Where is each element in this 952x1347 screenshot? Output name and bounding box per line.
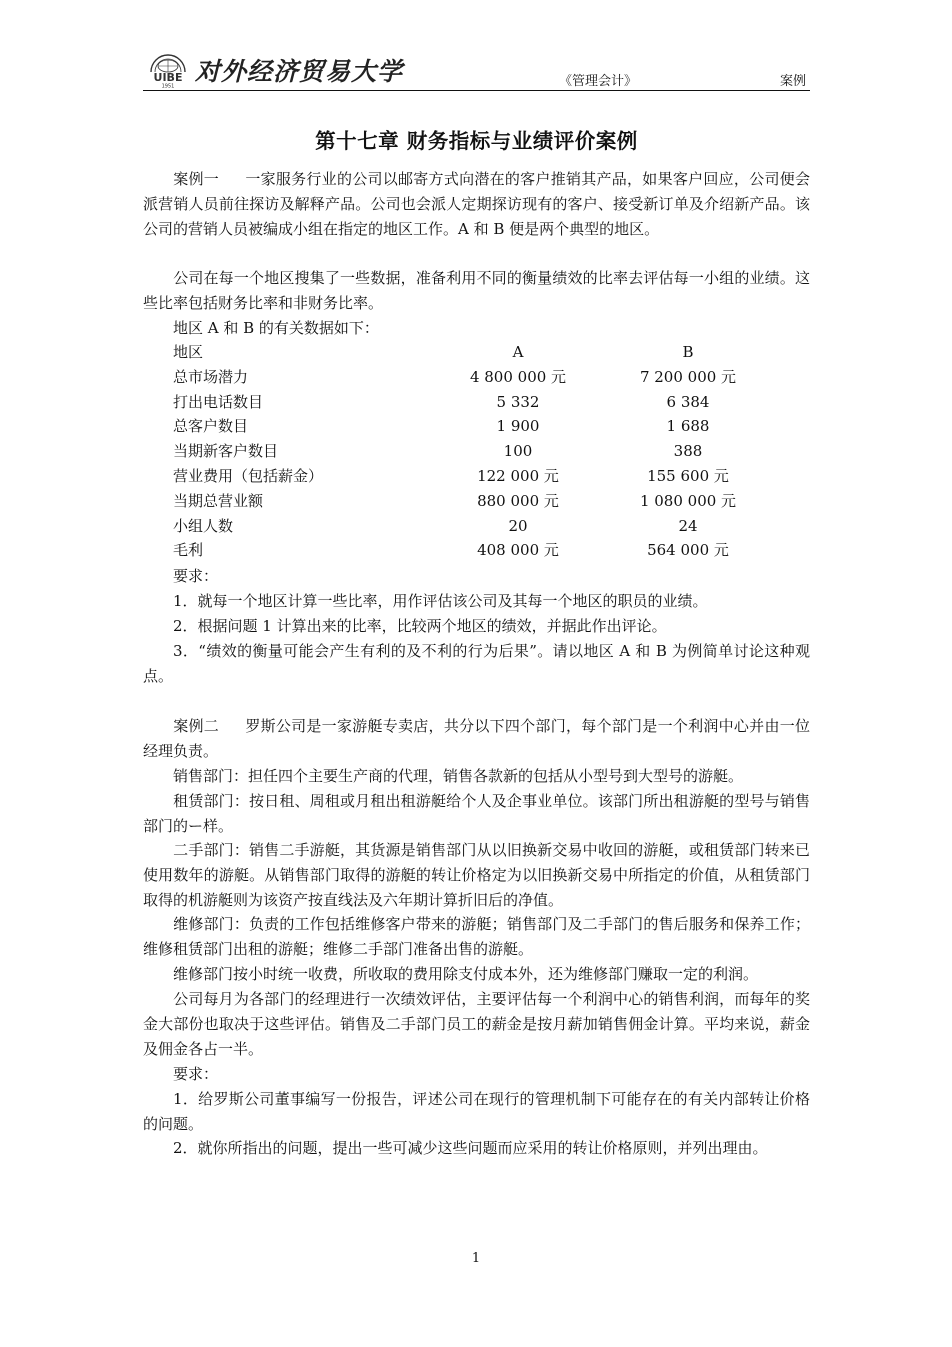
case2-text-3: 租赁部门：按日租、周租或月租出租游艇给个人及企事业单位。该部门所出租游艇的型号与销售部门的ー样。 xyxy=(143,792,810,835)
table-cell: 100 xyxy=(503,442,533,461)
requirement-text: 1．给罗斯公司董事编写一份报告，评述公司在现行的管理机制下可能存在的有关内部转让价格的问题。 xyxy=(143,1090,810,1133)
table-cell: 564 000 元 xyxy=(647,541,729,560)
case1-requirement-1 xyxy=(143,589,810,614)
case2-paragraph-6 xyxy=(143,962,810,987)
region-data-table xyxy=(173,340,773,563)
table-cell: 5 332 xyxy=(496,392,540,411)
table-row xyxy=(173,489,773,514)
table-cell: 880 000 元 xyxy=(477,491,559,510)
table-cell: 1 080 000 元 xyxy=(639,491,737,510)
table-cell: 营业费用（包括薪金） xyxy=(173,466,324,485)
table-cell: 7 200 000 元 xyxy=(639,367,737,386)
requirement-text: 3．“绩效的衡量可能会产生有利的及不利的行为后果”。请以地区 A 和 B 为例简单讨论这种观点。 xyxy=(143,642,810,685)
table-cell: 地区 xyxy=(173,343,204,361)
case1-requirement-2 xyxy=(143,614,810,639)
case2-text-2: 销售部门：担任四个主要生产商的代理，销售各款新的包括从小型号到大型号的游艇。 xyxy=(173,767,744,785)
case1-requirement-3 xyxy=(143,639,810,689)
table-row xyxy=(173,390,773,415)
case2-paragraph-2 xyxy=(143,764,810,789)
table-header-row xyxy=(173,340,773,365)
case2-paragraph-5 xyxy=(143,912,810,962)
case1-paragraph-2 xyxy=(143,266,810,316)
case2-requirements-label xyxy=(143,1062,810,1087)
table-cell: 1 900 xyxy=(496,417,540,436)
case2-paragraph-3 xyxy=(143,789,810,839)
requirement-text: 2．根据问题 1 计算出来的比率，比较两个地区的绩效，并据此作出评论。 xyxy=(173,617,667,635)
table-row xyxy=(173,365,773,390)
requirements-label: 要求： xyxy=(173,1065,219,1083)
table-cell: 1 688 xyxy=(666,417,710,436)
table-row xyxy=(173,514,773,539)
case2-label: 案例二 xyxy=(173,717,220,735)
case1-text-3: 地区 A 和 B 的有关数据如下： xyxy=(173,319,379,337)
requirement-text: 1．就每一个地区计算一些比率，用作评估该公司及其每一个地区的职员的业绩。 xyxy=(173,592,708,610)
table-row xyxy=(173,414,773,439)
requirements-label: 要求： xyxy=(173,567,219,585)
university-logo-icon xyxy=(145,48,191,88)
case1-requirements-label xyxy=(143,564,810,589)
case2-paragraph-4 xyxy=(143,838,810,912)
table-cell: 总市场潜力 xyxy=(173,367,249,386)
table-cell: B xyxy=(682,343,694,361)
case2-text-4: 二手部门：销售二手游艇，其货源是销售部门从以旧换新交易中收回的游艇，或租赁部门转来已使用数年的游艇。从销售部门取得的游艇的转让价格定为以旧换新交易中所指定的价值，从租赁部门取得的机游艇则为该资产按直线法及六年期计算折旧后的净值。 xyxy=(143,841,810,909)
requirement-text: 2．就你所指出的问题，提出一些可减少这些问题而应采用的转让价格原则，并列出理由。 xyxy=(173,1139,768,1157)
table-cell: 24 xyxy=(678,516,698,535)
case1-label: 案例一 xyxy=(173,170,220,188)
header-section-label: 案例 xyxy=(779,74,806,89)
case1-paragraph-1 xyxy=(143,167,810,241)
table-cell: A xyxy=(512,343,524,361)
table-cell: 打出电话数目 xyxy=(173,392,264,411)
svg-text:UIBE: UIBE xyxy=(153,71,183,84)
case2-text-7: 公司每月为各部门的经理进行一次绩效评估，主要评估每一个利润中心的销售利润，而每年的奖金大部份也取决于这些评估。销售及二手部门员工的薪金是按月薪加销售佣金计算。平均来说，薪金及佣金各占一半。 xyxy=(143,990,810,1058)
case2-text-1: 罗斯公司是一家游艇专卖店，共分以下四个部门，每个部门是一个利润中心并由一位经理负责。 xyxy=(143,717,810,760)
header-course-title: 《管理会计》 xyxy=(559,74,638,89)
case2-paragraph-7 xyxy=(143,987,810,1061)
table-cell: 小组人数 xyxy=(173,516,234,535)
table-row xyxy=(173,538,773,563)
table-cell: 20 xyxy=(508,516,528,535)
table-cell: 4 800 000 元 xyxy=(469,367,567,386)
table-row xyxy=(173,439,773,464)
case2-requirement-1 xyxy=(143,1087,810,1137)
table-cell: 毛利 xyxy=(173,541,204,560)
svg-text:1951: 1951 xyxy=(161,83,175,88)
case2-paragraph-1 xyxy=(143,714,810,764)
table-cell: 当期新客户数目 xyxy=(173,442,279,461)
table-cell: 408 000 元 xyxy=(477,541,559,560)
university-name-logo: 对外经济贸易大学 xyxy=(195,57,404,86)
table-cell: 当期总营业额 xyxy=(173,491,264,510)
case1-text-2: 公司在每一个地区搜集了一些数据，准备利用不同的衡量绩效的比率去评估每一小组的业绩。这些比率包括财务比率和非财务比率。 xyxy=(143,269,810,312)
table-cell: 155 600 元 xyxy=(647,466,729,485)
chapter-title: 第十七章 财务指标与业绩评价案例 xyxy=(315,129,638,153)
page-number: 1 xyxy=(471,1251,481,1266)
case1-paragraph-3 xyxy=(143,316,810,341)
table-cell: 388 xyxy=(673,442,703,461)
case2-requirement-2 xyxy=(143,1136,810,1161)
table-cell: 122 000 元 xyxy=(477,466,559,485)
table-cell: 6 384 xyxy=(666,392,710,411)
case2-text-6: 维修部门按小时统一收费，所收取的费用除支付成本外，还为维修部门赚取一定的利润。 xyxy=(173,965,759,983)
page-header xyxy=(143,48,810,91)
case1-text-1: 一家服务行业的公司以邮寄方式向潜在的客户推销其产品，如果客户回应，公司便会派营销人员前往探访及解释产品。公司也会派人定期探访现有的客户、接受新订单及介绍新产品。该公司的营销人员被编成小组在指定的地区工作。A 和 B 便是两个典型的地区。 xyxy=(143,170,810,238)
case2-text-5: 维修部门：负责的工作包括维修客户带来的游艇；销售部门及二手部门的售后服务和保养工作；维修租赁部门出租的游艇；维修二手部门准备出售的游艇。 xyxy=(143,915,810,958)
table-cell: 总客户数目 xyxy=(173,417,249,436)
table-row xyxy=(173,464,773,489)
